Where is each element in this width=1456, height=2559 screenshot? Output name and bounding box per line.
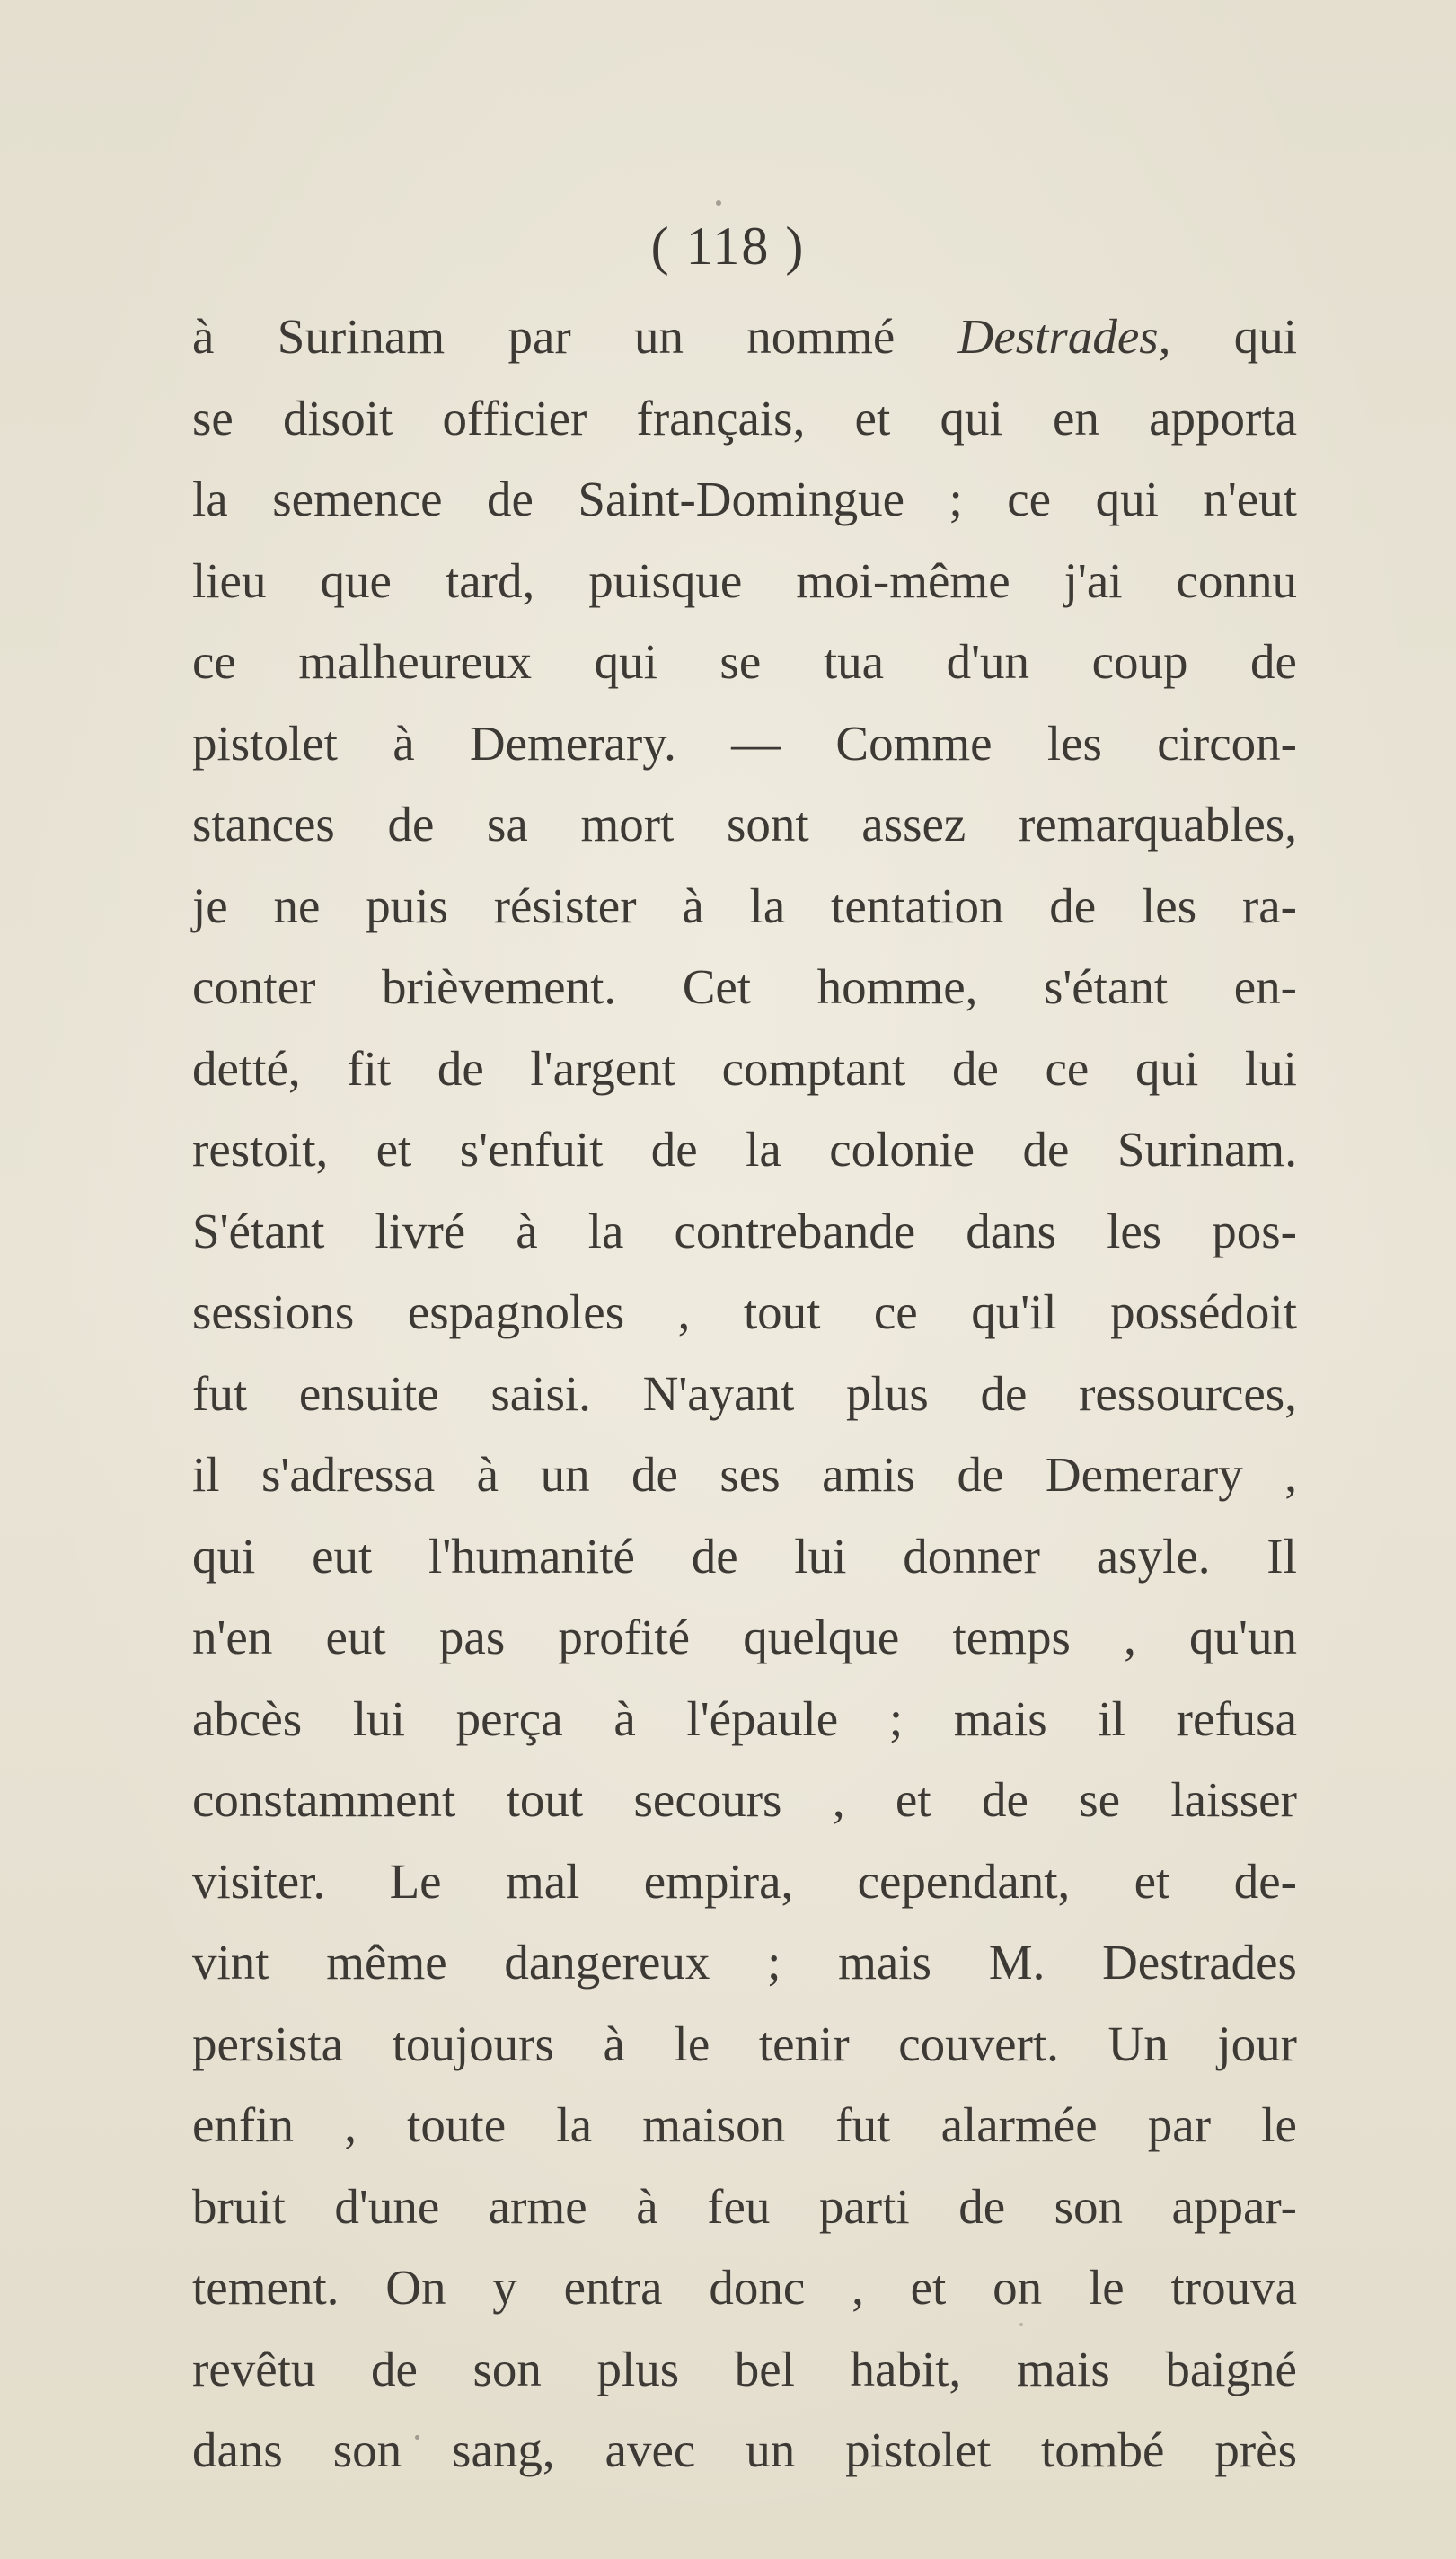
- text-line: n'en eut pas profité quelque temps , qu'un: [192, 1610, 1297, 1664]
- text-line: stances de sa mort sont assez remarquables,: [192, 797, 1297, 852]
- page-number: ( 118 ): [650, 216, 806, 276]
- text-line: visiter. Le mal empira, cependant, et de-: [192, 1853, 1297, 1909]
- text-line: conter brièvement. Cet homme, s'étant en-: [192, 959, 1297, 1014]
- ink-speck: [1019, 2323, 1023, 2326]
- text-line: revêtu de son plus bel habit, mais baigné: [192, 2341, 1297, 2396]
- text-line: la semence de Saint-Domingue ; ce qui n'eut: [192, 472, 1297, 526]
- text-line: pistolet à Demerary. — Comme les circon-: [192, 715, 1297, 771]
- text-line: persista toujours à le tenir couvert. Un jour: [192, 2016, 1297, 2071]
- text-line: detté, fit de l'argent comptant de ce qui lui: [192, 1040, 1297, 1096]
- text-line: restoit, et s'enfuit de la colonie de Surinam.: [192, 1122, 1297, 1177]
- text-line: vint même dangereux ; mais M. Destrades: [192, 1935, 1297, 1990]
- text-line: bruit d'une arme à feu parti de son appar-: [192, 2178, 1297, 2234]
- text-line: tement. On y entra donc , et on le trouva: [192, 2260, 1297, 2315]
- italic-name: Destrades,: [957, 309, 1171, 364]
- text-line: fut ensuite saisi. N'ayant plus de ressources,: [192, 1365, 1297, 1421]
- text-line: ce malheureux qui se tua d'un coup de: [192, 634, 1297, 689]
- text-line: lieu que tard, puisque moi-même j'ai connu: [192, 552, 1297, 608]
- text-line: à Surinam par un nommé Destrades, qui: [192, 296, 1297, 378]
- text-line: dans son sang, avec un pistolet tombé près: [192, 2422, 1297, 2477]
- text-line: constamment tout secours , et de se laisser: [192, 1772, 1297, 1827]
- body-text: [192, 296, 1297, 2492]
- text-line: enfin , toute la maison fut alarmée par le: [192, 2097, 1297, 2152]
- text-line: S'étant livré à la contrebande dans les pos-: [192, 1203, 1297, 1258]
- text-line: sessions espagnoles , tout ce qu'il possédoit: [192, 1284, 1297, 1339]
- ink-speck: [415, 2435, 419, 2440]
- text-line: abcès lui perça à l'épaule ; mais il refusa: [192, 1690, 1297, 1746]
- ink-speck: [716, 200, 721, 206]
- text-line: il s'adressa à un de ses amis de Demerary ,: [192, 1447, 1297, 1502]
- text-line: je ne puis résister à la tentation de les ra-: [192, 878, 1297, 933]
- text-line: se disoit officier français, et qui en apporta: [192, 390, 1297, 446]
- text-line: qui eut l'humanité de lui donner asyle. Il: [192, 1528, 1297, 1584]
